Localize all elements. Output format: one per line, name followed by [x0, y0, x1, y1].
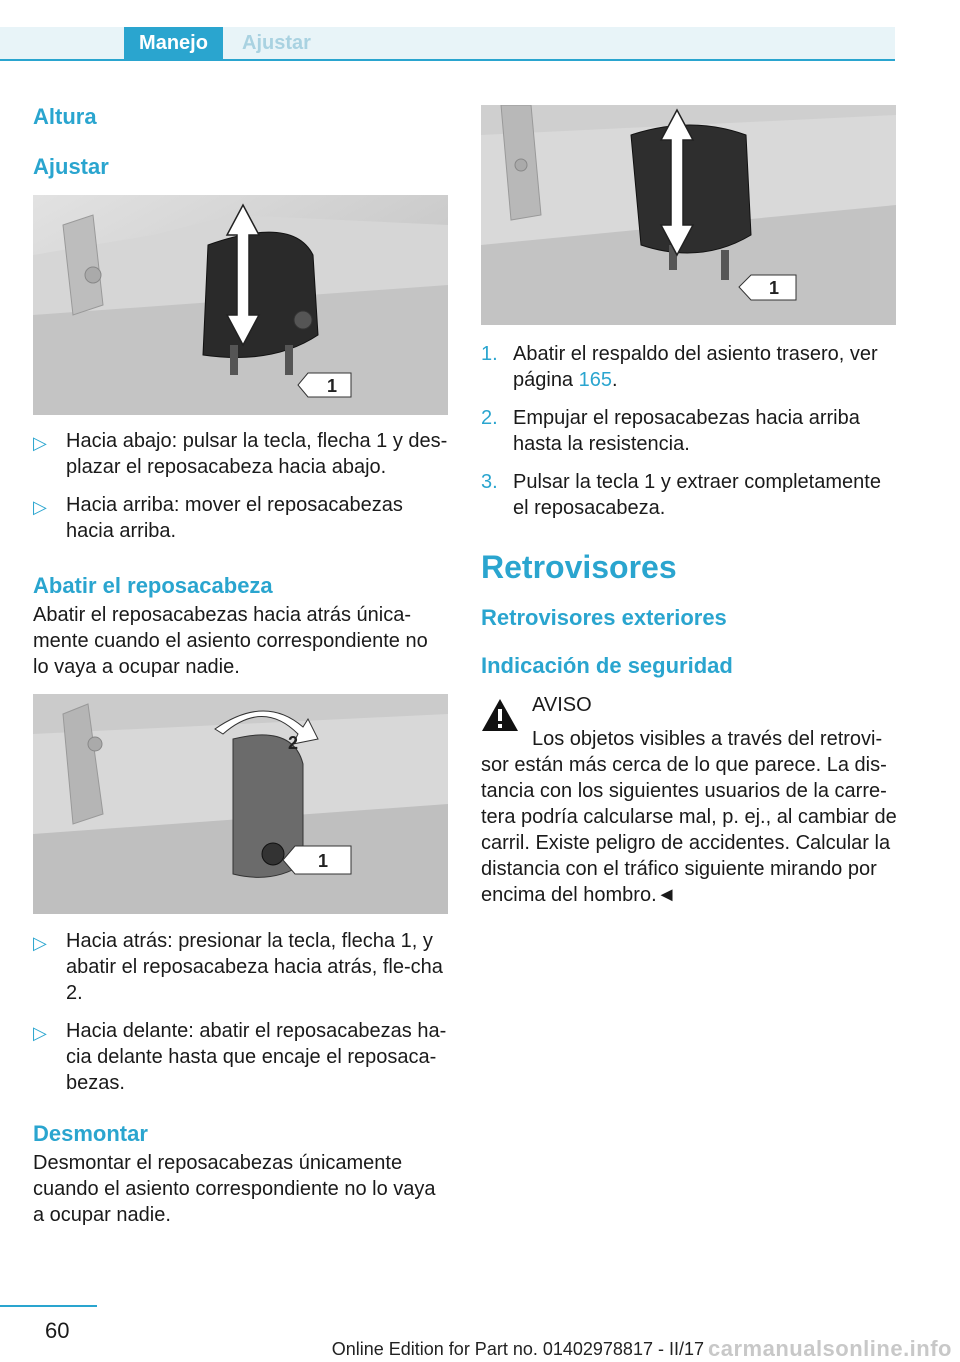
heading-desmontar: Desmontar — [33, 1121, 148, 1146]
heading-ajustar: Ajustar — [33, 154, 109, 179]
headrest-height-illustration — [33, 195, 448, 415]
warning-line: sor están más cerca de lo que parece. La dis- — [481, 754, 887, 776]
list-item-text: Hacia abajo: pulsar la tecla, flecha 1 y des-plazar el reposacabeza hacia abajo. — [66, 430, 448, 478]
edition-text: Online Edition for Part no. 01402978817 - II/17 — [331, 1339, 704, 1359]
warning-line: Los objetos visibles a través del retrovi- — [532, 728, 883, 750]
list-item — [33, 428, 448, 480]
fold-list — [33, 928, 448, 1108]
list-item — [33, 928, 448, 1006]
triangle-bullet-icon: ▷ — [33, 433, 47, 453]
heading-seguridad: Indicación de seguridad — [481, 653, 733, 678]
footer-divider — [0, 1305, 97, 1307]
callout-1: 1 — [769, 278, 780, 298]
abatir-section — [33, 572, 448, 680]
step-tail: . — [612, 369, 618, 391]
headrest-fold-illustration — [33, 694, 448, 914]
header-bar — [0, 27, 895, 59]
desmontar-section — [33, 1120, 448, 1228]
warning-line: encima del hombro.◄ — [481, 884, 677, 906]
callout-1: 1 — [318, 851, 329, 871]
header-divider — [0, 59, 895, 61]
step-text: Abatir el respaldo del asiento trasero, ver página — [513, 343, 878, 391]
headrest-remove-illustration — [481, 105, 896, 325]
warning-line: distancia con el tráfico siguiente mirando por — [481, 858, 877, 880]
list-item-text: Hacia delante: abatir el reposacabezas ha-cia delante hasta que encaje el reposaca-bezas. — [66, 1020, 447, 1094]
list-item-text: Hacia atrás: presionar la tecla, flecha 1, y abatir el reposacabeza hacia atrás, fle-cha 2. — [66, 930, 443, 1004]
triangle-bullet-icon: ▷ — [33, 1023, 47, 1043]
left-column — [33, 102, 448, 182]
tab-ajustar[interactable]: Ajustar — [223, 27, 895, 59]
list-item — [481, 341, 896, 393]
list-item-text: Hacia arriba: mover el reposacabezas hacia arriba. — [66, 494, 403, 542]
retrovisores-section — [481, 548, 896, 680]
height-adjust-list — [33, 428, 448, 556]
step-number: 1. — [481, 343, 498, 365]
list-item — [481, 405, 896, 457]
header-spacer — [0, 27, 124, 59]
step-text: Pulsar la tecla 1 y extraer completamente el reposacabeza. — [513, 471, 881, 519]
heading-abatir: Abatir el reposacabeza — [33, 573, 273, 598]
step-text: Empujar el reposacabezas hacia arriba hasta la resistencia. — [513, 407, 860, 455]
list-item — [33, 1018, 448, 1096]
warning-line: tera podría calcularse mal, p. ej., al cambiar de — [481, 806, 897, 828]
warning-line: tancia con los siguientes usuarios de la carre- — [481, 780, 887, 802]
list-item — [481, 469, 896, 521]
tab-manejo[interactable]: Manejo — [124, 27, 223, 59]
removal-steps — [481, 341, 896, 533]
watermark: carmanualsonline.info — [708, 1336, 952, 1361]
warning-label: AVISO — [532, 694, 592, 716]
warning-triangle-icon — [481, 698, 519, 732]
step-number: 2. — [481, 407, 498, 429]
triangle-bullet-icon: ▷ — [33, 497, 47, 517]
abatir-paragraph: Abatir el reposacabezas hacia atrás única-mente cuando el asiento correspondiente no lo vaya a ocupar nadie. — [33, 604, 428, 678]
page-link[interactable]: 165 — [578, 369, 612, 391]
desmontar-paragraph: Desmontar el reposacabezas únicamente cuando el asiento correspondiente no lo vaya a ocupar nadie. — [33, 1152, 436, 1226]
page-number: 60 — [45, 1318, 70, 1343]
step-number: 3. — [481, 471, 498, 493]
callout-2: 2 — [288, 733, 299, 753]
triangle-bullet-icon: ▷ — [33, 933, 47, 953]
heading-altura: Altura — [33, 104, 97, 129]
callout-1: 1 — [327, 376, 338, 396]
warning-line: carril. Existe peligro de accidentes. Calcular la — [481, 832, 891, 854]
heading-exteriores: Retrovisores exteriores — [481, 605, 727, 630]
list-item — [33, 492, 448, 544]
heading-retrovisores: Retrovisores — [481, 549, 677, 585]
